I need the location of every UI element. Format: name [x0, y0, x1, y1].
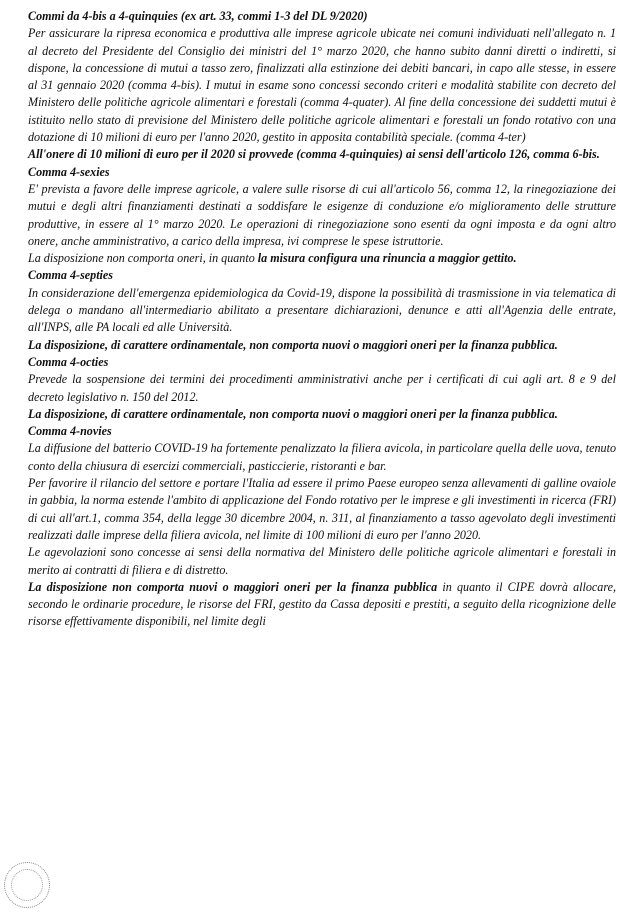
- section-title-4sexies: Comma 4-sexies: [28, 164, 110, 179]
- official-seal-icon: [4, 862, 50, 908]
- section-body-4sexies: E' prevista a favore delle imprese agricole, a valere sulle risorse di cui all'articolo 56, comma 12, la rinegoziazione dei mutui e degli altri finanziamenti destinati a soddisfare le esigenze di conduzione e/o miglioramento delle strutture produttive, in essere al 1° marzo 2020. Le operazioni di rinegoziazione sono esenti da ogni imposta e da ogni altro onere, anche amministrativo, a carico della impresa, ivi comprese le spese istruttorie.: [28, 181, 616, 248]
- section-title-4bis: Commi da 4-bis a 4-quinquies (ex art. 33, commi 1-3 del DL 9/2020): [28, 9, 368, 23]
- section-note-4septies: La disposizione, di carattere ordinamentale, non comporta nuovi o maggiori oneri per la finanza pubblica.: [28, 337, 558, 352]
- document-page: [28, 8, 616, 631]
- section-note-4octies: La disposizione, di carattere ordinamentale, non comporta nuovi o maggiori oneri per la finanza pubblica.: [28, 406, 558, 421]
- section-title-4septies: Comma 4-septies: [28, 268, 113, 283]
- section-title-4novies: Comma 4-novies: [28, 424, 112, 439]
- section-note-4quinquies: All'onere di 10 milioni di euro per il 2020 si provvede (comma 4-quinquies) ai sensi dell'articolo 126, comma 6-bis.: [28, 147, 600, 162]
- seal-inner-ring: [11, 869, 43, 901]
- note-bold-text: la misura configura una rinuncia a maggior gettito.: [257, 251, 517, 266]
- section-note-4sexies: [28, 250, 616, 267]
- section-title-4octies: Comma 4-octies: [28, 354, 109, 369]
- section-body-4septies: In considerazione dell'emergenza epidemiologica da Covid-19, dispone la possibilità di trasmissione in via telematica di delega o mandano all'intermediario abilitato a presentare dichiarazioni, denunce e atti all'Agenzia delle entrate, all'INPS, alle PA locali ed alle Università.: [28, 285, 616, 335]
- note-plain-text: La disposizione non comporta oneri, in quanto: [28, 251, 258, 266]
- section-para3-4novies: Le agevolazioni sono concesse ai sensi della normativa del Ministero delle politiche agricole alimentari e forestali in merito ai contratti di filiera e di distretto.: [28, 545, 616, 577]
- section-para1-4novies: La diffusione del batterio COVID-19 ha fortemente penalizzato la filiera avicola, in particolare quella delle uova, tenuto conto della chiusura di esercizi commerciali, pasticcierie, ristoranti e bar.: [28, 441, 616, 473]
- section-body-4bis: Per assicurare la ripresa economica e produttiva alle imprese agricole ubicate nei comuni individuati nell'allegato n. 1 al decreto del Presidente del Consiglio dei ministri del 1° marzo 2020, che hanno subito danni diretti o indiretti, si dispone, la concessione di mutui a tasso zero, finalizzati alla estinzione dei debiti bancari, in capo alle stesse, in essere al 31 gennaio 2020 (comma 4-bis). I mutui in esame sono concessi secondo criteri e modalità stabilite con decreto del Ministero delle politiche agricole alimentari e forestali (comma 4-quater). Al fine della concessione dei suddetti mutui è istituito nello stato di previsione del Ministero delle politiche agricole alimentari e forestali un fondo rotativo con una dotazione di 10 milioni di euro per l'anno 2020, gestito in apposita contabilità speciale. (comma 4-ter): [28, 26, 616, 145]
- section-note-4novies: [28, 579, 616, 631]
- note-plain-text: in quanto il CIPE dovrà allocare, secondo le ordinarie procedure, le risorse del FRI, gestito da Cassa depositi e prestiti, a seguito della ricognizione delle risorse effettivamente disponibili, nel limite degli: [28, 579, 616, 629]
- note-bold-text: La disposizione non comporta nuovi o maggiori oneri per la finanza pubblica: [28, 579, 438, 594]
- section-para2-4novies: Per favorire il rilancio del settore e portare l'Italia ad essere il primo Paese europeo senza allevamenti di galline ovaiole in gabbia, la norma estende l'ambito di applicazione del Fondo rotativo per le imprese e gli investimenti in ricerca (FRI) di cui all'art.1, comma 354, della legge 30 dicembre 2004, n. 311, al finanziamento a tasso agevolato degli investimenti realizzati dalle imprese della filiera avicola, nel limite di 100 milioni di euro per l'anno 2020.: [28, 476, 616, 542]
- section-body-4octies: Prevede la sospensione dei termini dei procedimenti amministrativi anche per i certificati di cui agli art. 8 e 9 del decreto legislativo n. 150 del 2012.: [28, 372, 616, 404]
